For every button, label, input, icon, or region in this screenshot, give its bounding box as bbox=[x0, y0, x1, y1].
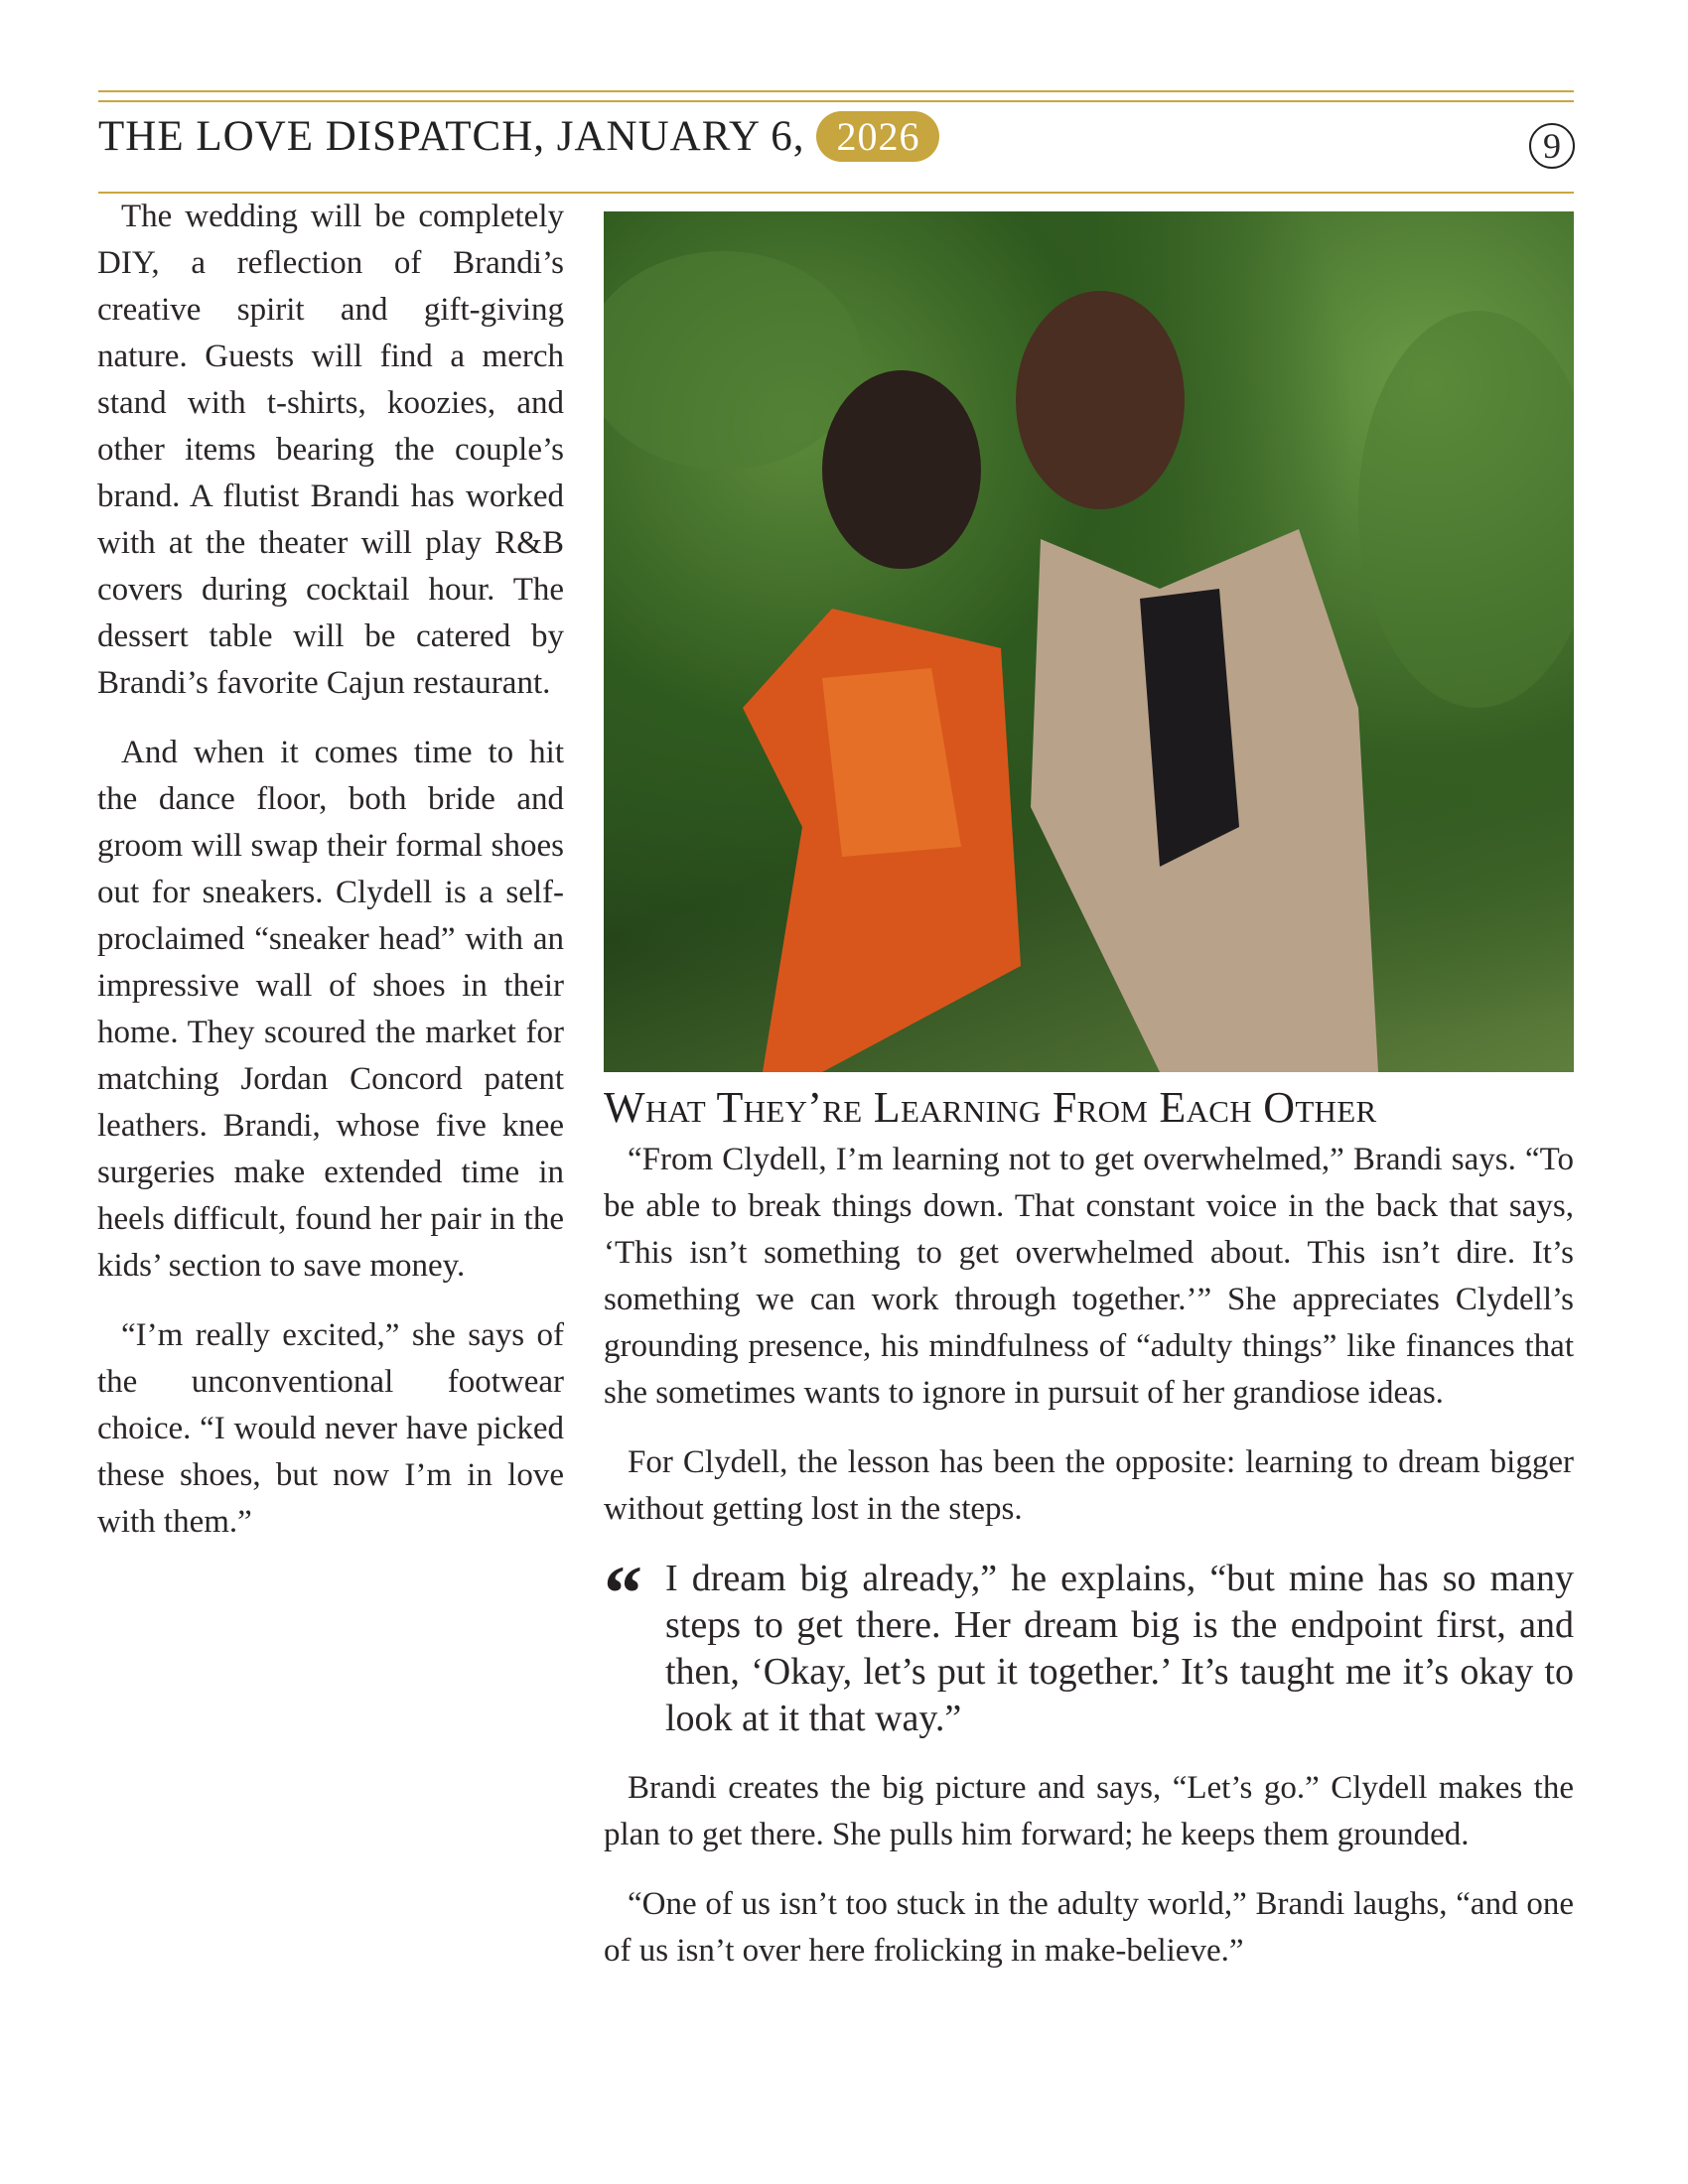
masthead-title: THE LOVE DISPATCH, JANUARY 6, bbox=[98, 113, 805, 160]
top-rule-2 bbox=[98, 100, 1574, 102]
year-badge: 2026 bbox=[816, 111, 939, 162]
section-heading: What They’re Learning From Each Other bbox=[604, 1083, 1377, 1132]
couple-photo bbox=[604, 211, 1574, 1072]
left-column bbox=[97, 194, 564, 1569]
paragraph: The wedding will be completely DIY, a reflection of Brandi’s creative spirit and gift-giving nature. Guests will find a merch stand with t-shirts, koozies, and other items bearing the couple’s brand. A flutist Brandi has worked with at the theater will play R&B covers during cocktail hour. The dessert table will be catered by Brandi’s favorite Cajun restaurant. bbox=[97, 199, 564, 701]
pull-quote-text: I dream big already,” he explains, “but mine has so many steps to get there. Her dream big is the endpoint first, and then, ‘Okay, let’s put it together.’ It’s taught me it’s okay to look at it that way.” bbox=[665, 1558, 1574, 1739]
paragraph: “From Clydell, I’m learning not to get overwhelmed,” Brandi says. “To be able to break things down. That constant voice in the back that says, ‘This isn’t something to get overwhelmed about. This isn’t dire. It’s something we can work through together.’” She appreciates Clydell’s grounding presence, his mindfulness of “adulty things” like finances that she sometimes wants to ignore in pursuit of her grandiose ideas. bbox=[604, 1142, 1574, 1411]
page-number: 9 bbox=[1529, 123, 1575, 169]
photo-illustration bbox=[604, 211, 1574, 1072]
right-column bbox=[604, 1137, 1574, 1997]
paragraph: And when it comes time to hit the dance floor, both bride and groom will swap their formal shoes out for sneakers. Clydell is a self-proclaimed “sneaker head” with an impressive wall of shoes in their home. They scoured the market for matching Jordan Concord patent leathers. Brandi, whose five knee surgeries make extended time in heels difficult, found her pair in the kids’ section to save money. bbox=[97, 735, 564, 1284]
quote-mark-icon: “ bbox=[604, 1550, 642, 1636]
paragraph: “I’m really excited,” she says of the unconventional footwear choice. “I would never have picked these shoes, but now I’m in love with them.” bbox=[97, 1317, 564, 1540]
paragraph: Brandi creates the big picture and says, “Let’s go.” Clydell makes the plan to get there. She pulls him forward; he keeps them grounded. bbox=[604, 1770, 1574, 1852]
pull-quote bbox=[604, 1550, 1574, 1742]
masthead bbox=[98, 111, 939, 162]
paragraph: For Clydell, the lesson has been the opposite: learning to dream bigger without getting lost in the steps. bbox=[604, 1444, 1574, 1527]
paragraph: “One of us isn’t too stuck in the adulty world,” Brandi laughs, “and one of us isn’t over here frolicking in make-believe.” bbox=[604, 1886, 1574, 1969]
top-rule-1 bbox=[98, 90, 1574, 92]
